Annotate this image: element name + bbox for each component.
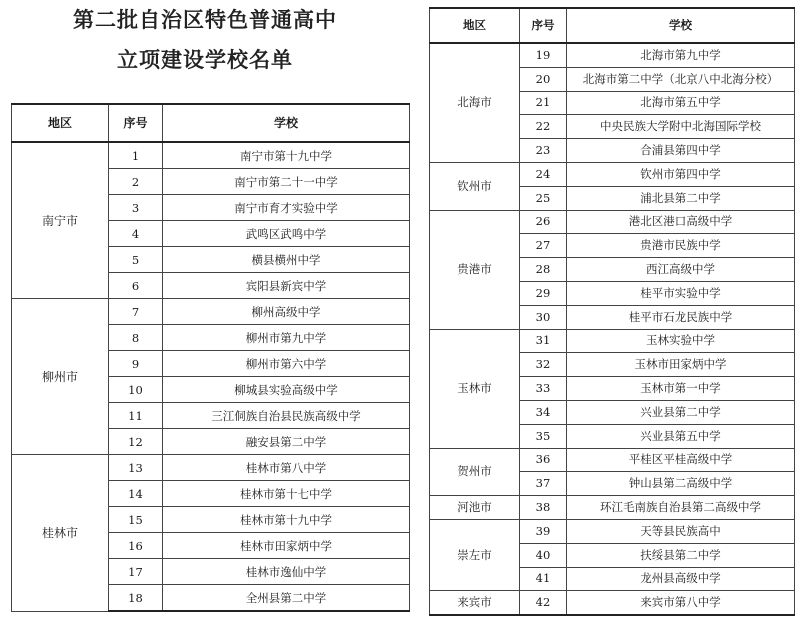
school-cell: 桂林市逸仙中学 [163, 559, 410, 585]
number-cell: 20 [520, 67, 567, 91]
number-cell: 2 [109, 169, 163, 195]
number-cell: 26 [520, 210, 567, 234]
school-cell: 中央民族大学附中北海国际学校 [567, 115, 795, 139]
number-cell: 25 [520, 186, 567, 210]
number-cell: 40 [520, 543, 567, 567]
number-cell: 1 [109, 142, 163, 169]
number-cell: 42 [520, 591, 567, 615]
header-number: 序号 [520, 8, 567, 43]
number-cell: 37 [520, 472, 567, 496]
school-cell: 宾阳县新宾中学 [163, 273, 410, 299]
number-cell: 10 [109, 377, 163, 403]
number-cell: 11 [109, 403, 163, 429]
school-cell: 浦北县第二中学 [567, 186, 795, 210]
table-row [430, 210, 795, 234]
number-cell: 28 [520, 258, 567, 282]
number-cell: 12 [109, 429, 163, 455]
number-cell: 35 [520, 424, 567, 448]
school-cell: 港北区港口高级中学 [567, 210, 795, 234]
table-row [12, 142, 410, 169]
number-cell: 5 [109, 247, 163, 273]
number-cell: 32 [520, 353, 567, 377]
table-row [430, 43, 795, 67]
school-list-table-right [429, 7, 795, 616]
school-cell: 玉林市田家炳中学 [567, 353, 795, 377]
school-cell: 钟山县第二高级中学 [567, 472, 795, 496]
number-cell: 9 [109, 351, 163, 377]
table-row [430, 519, 795, 543]
number-cell: 31 [520, 329, 567, 353]
header-region: 地区 [12, 104, 109, 142]
school-cell: 桂林市田家炳中学 [163, 533, 410, 559]
number-cell: 7 [109, 299, 163, 325]
region-cell: 钦州市 [430, 162, 520, 210]
number-cell: 38 [520, 496, 567, 520]
number-cell: 19 [520, 43, 567, 67]
number-cell: 17 [109, 559, 163, 585]
number-cell: 39 [520, 519, 567, 543]
school-cell: 桂平市石龙民族中学 [567, 305, 795, 329]
number-cell: 34 [520, 400, 567, 424]
table-row [430, 162, 795, 186]
number-cell: 29 [520, 281, 567, 305]
number-cell: 8 [109, 325, 163, 351]
page-title-line-2: 立项建设学校名单 [117, 48, 293, 72]
number-cell: 27 [520, 234, 567, 258]
school-cell: 钦州市第四中学 [567, 162, 795, 186]
school-cell: 玉林实验中学 [567, 329, 795, 353]
school-cell: 柳州高级中学 [163, 299, 410, 325]
school-cell: 桂林市第十七中学 [163, 481, 410, 507]
school-cell: 南宁市育才实验中学 [163, 195, 410, 221]
number-cell: 6 [109, 273, 163, 299]
number-cell: 4 [109, 221, 163, 247]
school-cell: 三江侗族自治县民族高级中学 [163, 403, 410, 429]
region-cell: 南宁市 [12, 142, 109, 299]
number-cell: 14 [109, 481, 163, 507]
school-cell: 扶绥县第二中学 [567, 543, 795, 567]
region-cell: 崇左市 [430, 519, 520, 590]
school-cell: 平桂区平桂高级中学 [567, 448, 795, 472]
table-row [430, 591, 795, 615]
school-cell: 柳城县实验高级中学 [163, 377, 410, 403]
number-cell: 22 [520, 115, 567, 139]
number-cell: 16 [109, 533, 163, 559]
table-header-row [12, 104, 410, 142]
number-cell: 33 [520, 377, 567, 401]
header-number: 序号 [109, 104, 163, 142]
number-cell: 23 [520, 139, 567, 163]
school-cell: 天等县民族高中 [567, 519, 795, 543]
table-body-left [12, 142, 410, 611]
school-cell: 柳州市第六中学 [163, 351, 410, 377]
page-title-line-1: 第二批自治区特色普通高中 [73, 8, 337, 32]
number-cell: 41 [520, 567, 567, 591]
school-cell: 龙州县高级中学 [567, 567, 795, 591]
school-cell: 桂林市第八中学 [163, 455, 410, 481]
school-cell: 环江毛南族自治县第二高级中学 [567, 496, 795, 520]
number-cell: 3 [109, 195, 163, 221]
number-cell: 18 [109, 585, 163, 612]
region-cell: 柳州市 [12, 299, 109, 455]
header-school: 学校 [163, 104, 410, 142]
school-cell: 来宾市第八中学 [567, 591, 795, 615]
number-cell: 30 [520, 305, 567, 329]
school-cell: 横县横州中学 [163, 247, 410, 273]
school-cell: 兴业县第二中学 [567, 400, 795, 424]
table-row [430, 448, 795, 472]
region-cell: 贵港市 [430, 210, 520, 329]
school-cell: 合浦县第四中学 [567, 139, 795, 163]
school-list-table-left [11, 103, 410, 612]
table-row [12, 455, 410, 481]
school-cell: 全州县第二中学 [163, 585, 410, 612]
header-region: 地区 [430, 8, 520, 43]
school-cell: 武鸣区武鸣中学 [163, 221, 410, 247]
table-row [12, 299, 410, 325]
region-cell: 桂林市 [12, 455, 109, 612]
table-row [430, 496, 795, 520]
school-cell: 西江高级中学 [567, 258, 795, 282]
school-cell: 柳州市第九中学 [163, 325, 410, 351]
region-cell: 玉林市 [430, 329, 520, 448]
table-header-row [430, 8, 795, 43]
number-cell: 13 [109, 455, 163, 481]
school-cell: 南宁市第十九中学 [163, 142, 410, 169]
school-cell: 贵港市民族中学 [567, 234, 795, 258]
school-cell: 玉林市第一中学 [567, 377, 795, 401]
school-cell: 融安县第二中学 [163, 429, 410, 455]
region-cell: 河池市 [430, 496, 520, 520]
school-cell: 兴业县第五中学 [567, 424, 795, 448]
number-cell: 36 [520, 448, 567, 472]
number-cell: 24 [520, 162, 567, 186]
table-row [430, 329, 795, 353]
region-cell: 北海市 [430, 43, 520, 162]
table-body-right [430, 43, 795, 615]
header-school: 学校 [567, 8, 795, 43]
school-cell: 北海市第二中学（北京八中北海分校） [567, 67, 795, 91]
region-cell: 贺州市 [430, 448, 520, 496]
region-cell: 来宾市 [430, 591, 520, 615]
number-cell: 21 [520, 91, 567, 115]
school-cell: 桂平市实验中学 [567, 281, 795, 305]
number-cell: 15 [109, 507, 163, 533]
school-cell: 南宁市第二十一中学 [163, 169, 410, 195]
school-cell: 桂林市第十九中学 [163, 507, 410, 533]
school-cell: 北海市第五中学 [567, 91, 795, 115]
school-cell: 北海市第九中学 [567, 43, 795, 67]
